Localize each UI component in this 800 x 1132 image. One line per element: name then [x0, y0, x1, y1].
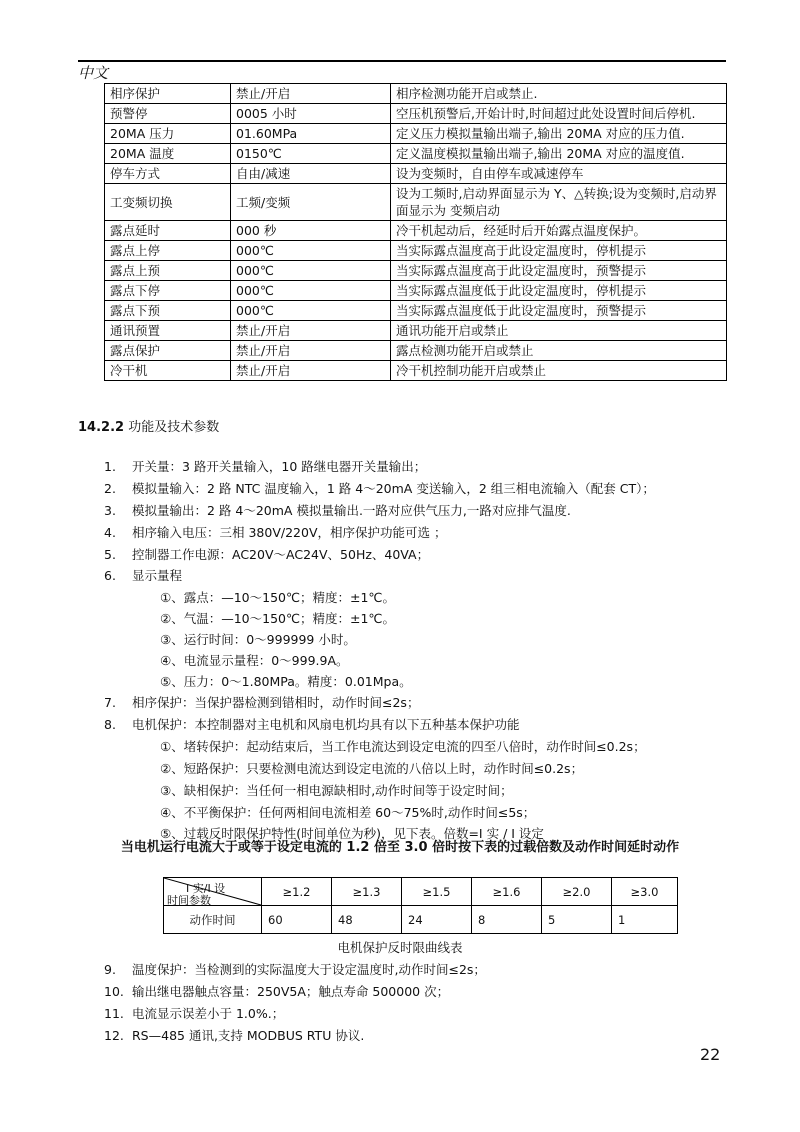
param-name: 预警停	[105, 104, 231, 124]
curve-table-cell: 8	[472, 906, 542, 934]
list-item: 2. 模拟量输入：2 路 NTC 温度输入，1 路 4～20mA 变送输入，2 组三相电流输入（配套 CT）；	[104, 481, 655, 496]
list-item: 10. 输出继电器触点容量：250V5A；触点寿命 500000 次；	[104, 984, 450, 999]
param-description: 空压机预警后,开始计时,时间超过此处设置时间后停机.	[391, 104, 727, 124]
param-value: 000 秒	[231, 221, 391, 241]
curve-table-header: ≥1.3	[332, 878, 402, 906]
curve-table-header-row	[164, 878, 678, 906]
curve-table-header: ≥1.5	[402, 878, 472, 906]
param-value: 000℃	[231, 301, 391, 321]
table-row	[105, 84, 727, 104]
list-item: 11. 电流显示误差小于 1.0%.；	[104, 1006, 285, 1021]
param-value: 禁止/开启	[231, 321, 391, 341]
list-item: 12. RS—485 通讯,支持 MODBUS RTU 协议.	[104, 1028, 365, 1043]
display-range-item: ③、运行时间：0～999999 小时。	[160, 632, 356, 647]
param-value: 自由/减速	[231, 164, 391, 184]
param-description: 设为工频时,启动界面显示为 Y、△转换;设为变频时,启动界面显示为 变频启动	[391, 184, 727, 221]
motor-protection-item: ④、不平衡保护：任何两相间电流相差 60～75%时,动作时间≤5s；	[160, 805, 536, 820]
list-item: 1. 开关量：3 路开关量输入，10 路继电器开关量输出；	[104, 459, 427, 474]
param-value: 0005 小时	[231, 104, 391, 124]
top-rule	[78, 60, 726, 62]
param-value: 000℃	[231, 261, 391, 281]
curve-table-header: ≥3.0	[612, 878, 678, 906]
header-language: 中文	[78, 64, 109, 82]
curve-table-cell: 48	[332, 906, 402, 934]
table-row	[105, 221, 727, 241]
param-name: 冷干机	[105, 361, 231, 381]
param-description: 冷干机控制功能开启或禁止	[391, 361, 727, 381]
param-description: 冷干机起动后，经延时后开始露点温度保护。	[391, 221, 727, 241]
param-description: 露点检测功能开启或禁止	[391, 341, 727, 361]
param-name: 工变频切换	[105, 184, 231, 221]
list-item: 5. 控制器工作电源：AC20V～AC24V、50Hz、40VA；	[104, 547, 430, 562]
table-row	[105, 341, 727, 361]
parameter-table	[104, 83, 727, 381]
param-value: 禁止/开启	[231, 341, 391, 361]
list-item: 7. 相序保护：当保护器检测到错相时，动作时间≤2s；	[104, 695, 420, 710]
table-row	[105, 361, 727, 381]
table-caption: 电机保护反时限曲线表	[337, 940, 463, 955]
curve-table-cell: 5	[542, 906, 612, 934]
param-name: 20MA 压力	[105, 124, 231, 144]
section-heading	[78, 416, 219, 435]
table-row	[105, 124, 727, 144]
section-title: 功能及技术参数	[128, 420, 220, 435]
param-value: 000℃	[231, 241, 391, 261]
display-range-item: ⑤、压力：0～1.80MPa。精度：0.01Mpa。	[160, 674, 412, 689]
curve-table-header: ≥1.2	[262, 878, 332, 906]
param-value: 工频/变频	[231, 184, 391, 221]
inverse-time-curve-table	[163, 877, 678, 934]
table-row	[105, 281, 727, 301]
display-range-item: ④、电流显示量程：0～999.9A。	[160, 653, 349, 668]
motor-protection-item: ②、短路保护：只要检测电流达到设定电流的八倍以上时，动作时间≤0.2s；	[160, 761, 584, 776]
table-row	[105, 301, 727, 321]
list-item: 9. 温度保护：当检测到的实际温度大于设定温度时,动作时间≤2s；	[104, 962, 486, 977]
list-item: 4. 相序输入电压：三相 380V/220V，相序保护功能可选 ；	[104, 525, 447, 540]
page-number: 22	[700, 1045, 721, 1064]
param-value: 0150℃	[231, 144, 391, 164]
curve-table-corner-cell: I 实/I 设 时间参数	[164, 878, 262, 906]
param-name: 露点上预	[105, 261, 231, 281]
param-name: 通讯预置	[105, 321, 231, 341]
motor-protection-item: ③、缺相保护：当任何一相电源缺相时,动作时间等于设定时间；	[160, 783, 513, 798]
param-description: 设为变频时，自由停车或减速停车	[391, 164, 727, 184]
table-row	[105, 321, 727, 341]
param-value: 01.60MPa	[231, 124, 391, 144]
param-description: 相序检测功能开启或禁止.	[391, 84, 727, 104]
table-row	[105, 164, 727, 184]
param-description: 当实际露点温度低于此设定温度时，预警提示	[391, 301, 727, 321]
param-value: 禁止/开启	[231, 361, 391, 381]
param-name: 露点延时	[105, 221, 231, 241]
param-name: 露点下预	[105, 301, 231, 321]
table-row	[105, 241, 727, 261]
display-range-item: ②、气温：—10～150℃；精度：±1℃。	[160, 611, 395, 626]
table-row	[105, 104, 727, 124]
motor-protection-item: ①、堵转保护：起动结束后，当工作电流达到设定电流的四至八倍时，动作时间≤0.2s；	[160, 739, 646, 754]
display-range-item: ①、露点：—10～150℃；精度：±1℃。	[160, 590, 395, 605]
table-row	[105, 261, 727, 281]
curve-table-cell: 60	[262, 906, 332, 934]
param-name: 露点上停	[105, 241, 231, 261]
param-description: 当实际露点温度高于此设定温度时，停机提示	[391, 241, 727, 261]
curve-table-row-label: 动作时间	[164, 906, 262, 934]
param-value: 禁止/开启	[231, 84, 391, 104]
curve-table-header: ≥1.6	[472, 878, 542, 906]
param-name: 相序保护	[105, 84, 231, 104]
curve-table-cell: 1	[612, 906, 678, 934]
param-name: 露点下停	[105, 281, 231, 301]
list-item: 8. 电机保护：本控制器对主电机和风扇电机均具有以下五种基本保护功能	[104, 717, 520, 732]
param-value: 000℃	[231, 281, 391, 301]
param-description: 当实际露点温度高于此设定温度时，预警提示	[391, 261, 727, 281]
curve-table-row	[164, 906, 678, 934]
table-row	[105, 184, 727, 221]
section-number: 14.2.2	[78, 420, 125, 435]
curve-table-header: ≥2.0	[542, 878, 612, 906]
motor-protection-item: ⑤、过载反时限保护特性(时间单位为秒)，见下表。倍数=I 实 / I 设定	[160, 826, 544, 841]
param-name: 露点保护	[105, 341, 231, 361]
list-item: 3. 模拟量输出：2 路 4～20mA 模拟量输出.一路对应供气压力,一路对应排气温度.	[104, 503, 571, 518]
param-description: 通讯功能开启或禁止	[391, 321, 727, 341]
param-description: 定义压力模拟量输出端子,输出 20MA 对应的压力值.	[391, 124, 727, 144]
curve-table-cell: 24	[402, 906, 472, 934]
param-description: 当实际露点温度低于此设定温度时，停机提示	[391, 281, 727, 301]
param-name: 停车方式	[105, 164, 231, 184]
overload-note: 当电机运行电流大于或等于设定电流的 1.2 倍至 3.0 倍时按下表的过载倍数及动作时间延时动作	[120, 840, 680, 855]
table-row	[105, 144, 727, 164]
param-name: 20MA 温度	[105, 144, 231, 164]
param-description: 定义温度模拟量输出端子,输出 20MA 对应的温度值.	[391, 144, 727, 164]
list-item: 6. 显示量程	[104, 568, 183, 583]
